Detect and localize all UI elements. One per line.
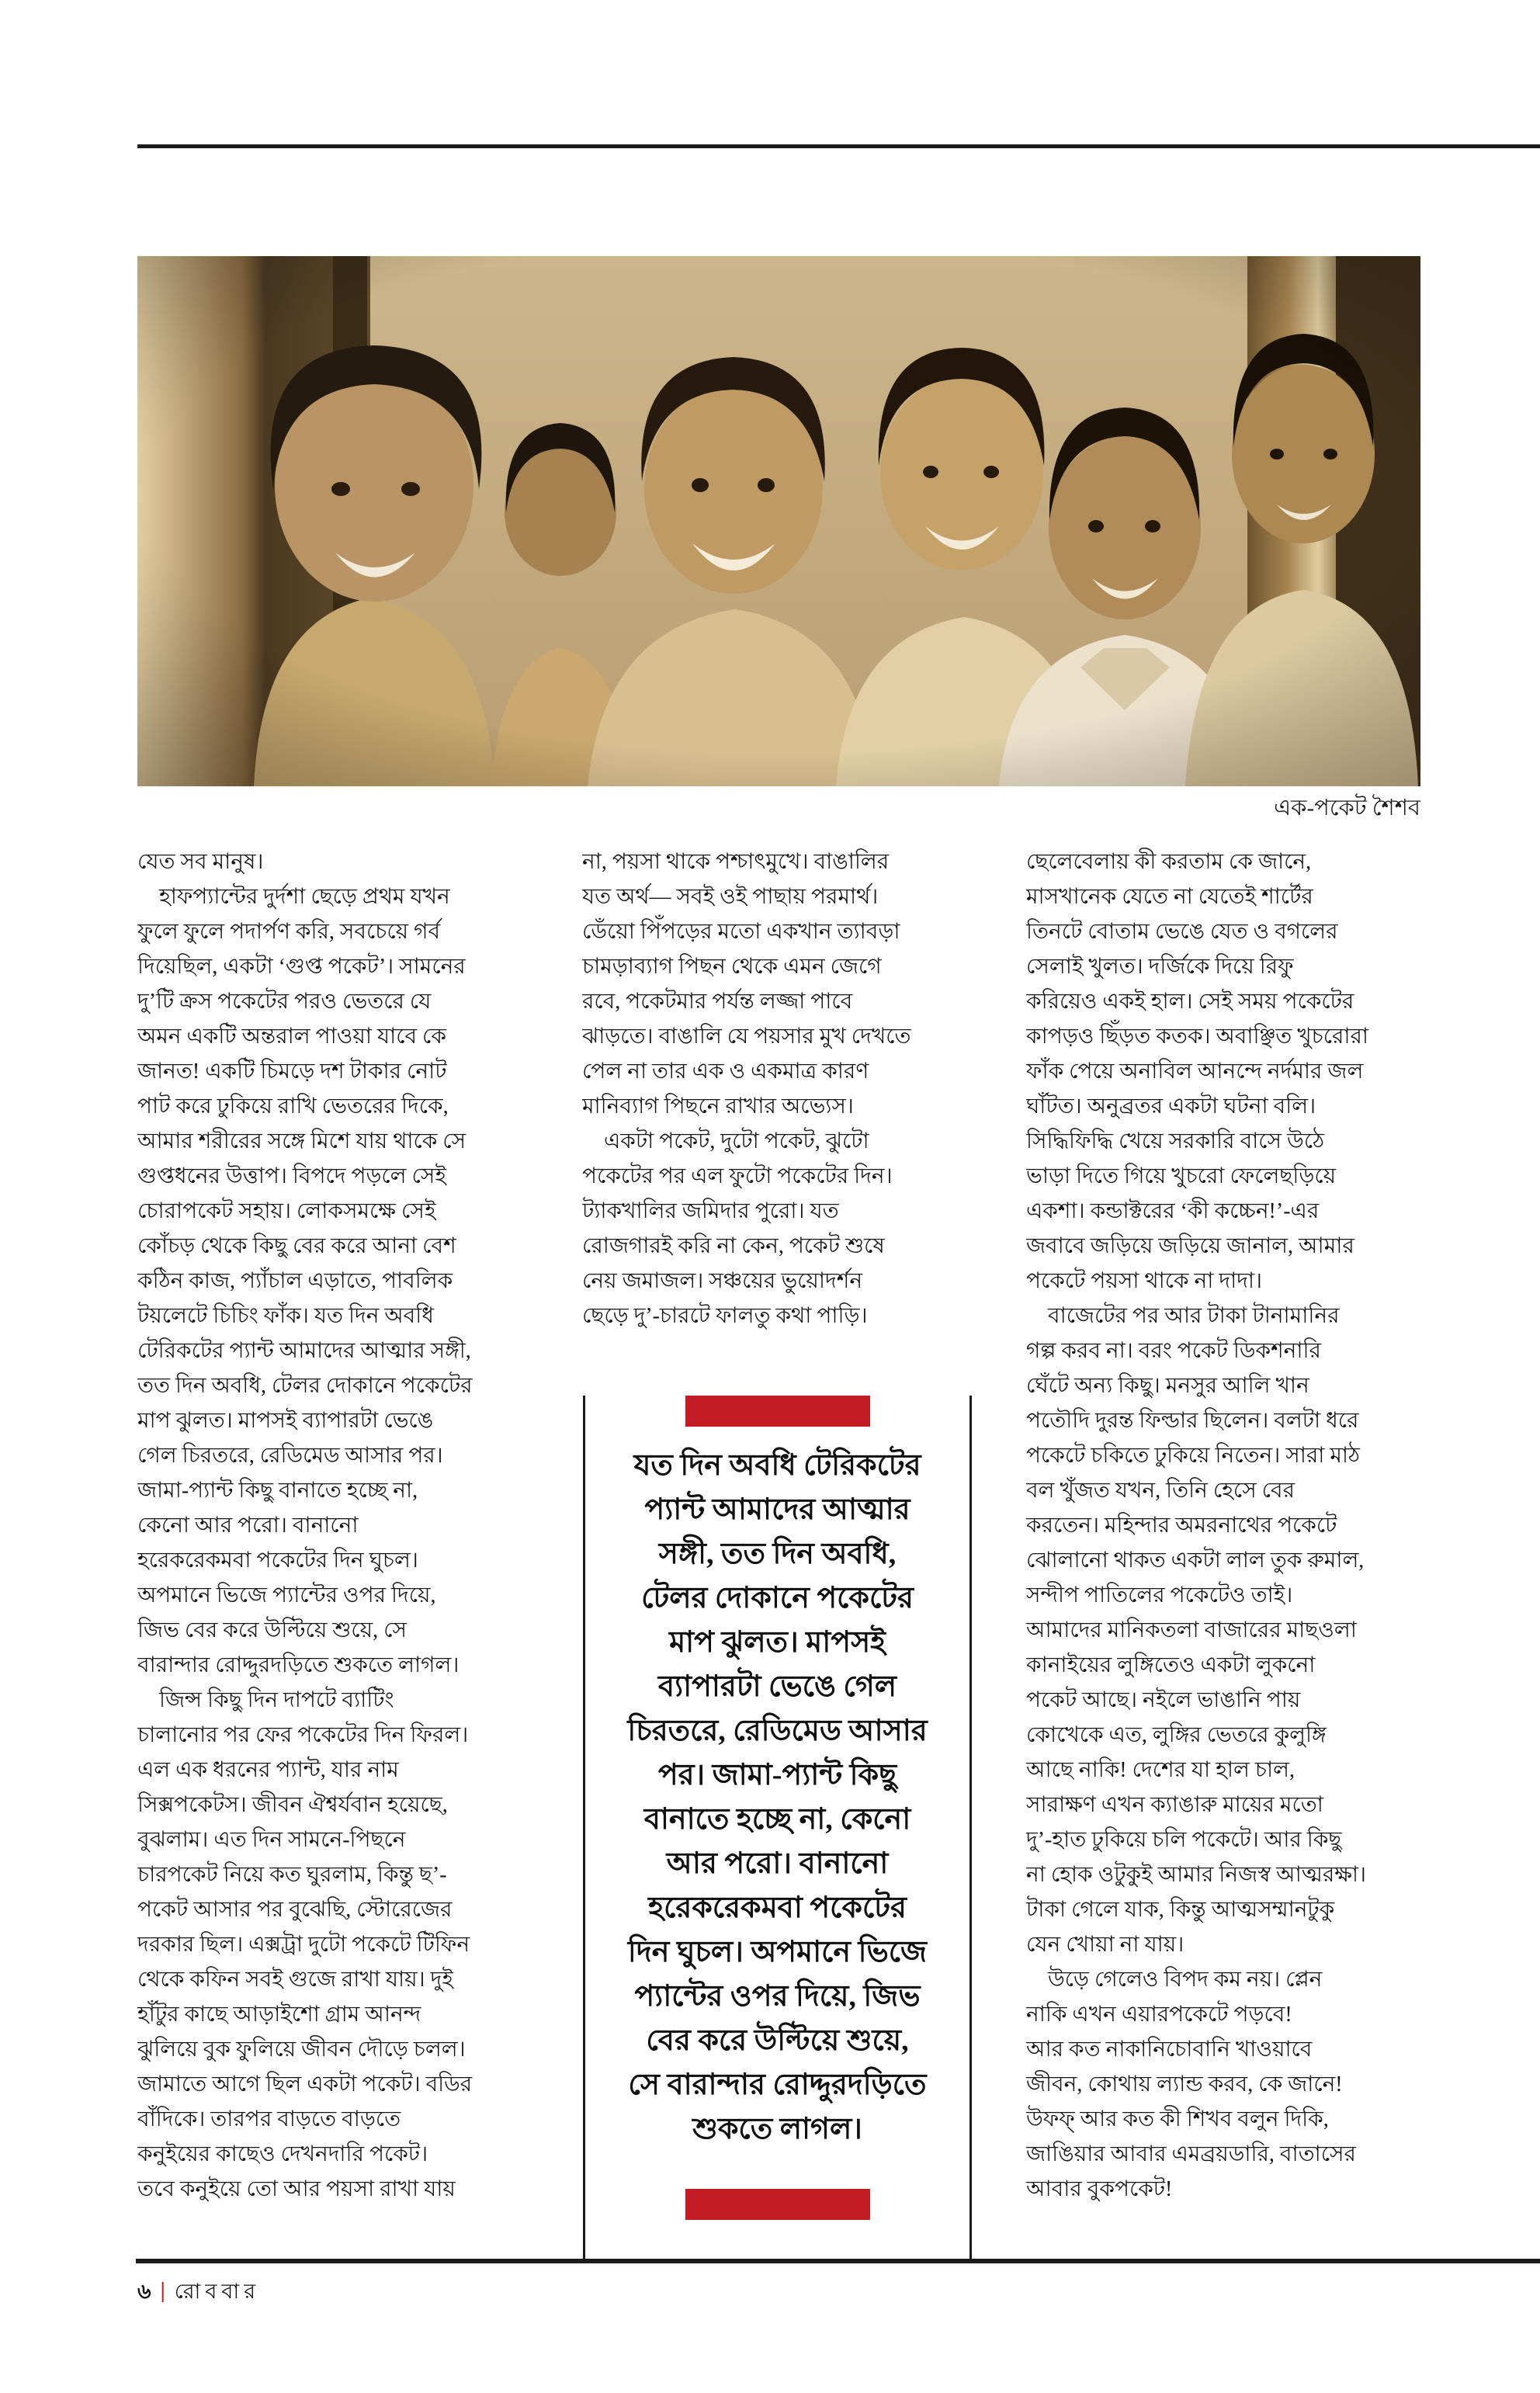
text-line: আর পরো। বানানো xyxy=(666,1847,889,1880)
text-line: মাপ ঝুলত। মাপসই xyxy=(669,1626,886,1659)
text-line: জামাতে আগে ছিল একটা পকেট। বডির xyxy=(137,2072,473,2096)
top-rule xyxy=(137,144,1540,148)
page-footer xyxy=(137,2276,260,2307)
text-line: টেলর দোকানে পকেটের xyxy=(641,1582,914,1614)
text-line: চিরতরে, রেডিমেড আসার xyxy=(627,1715,928,1747)
text-line: পকেট আসার পর বুঝেছি, স্টোরেজের xyxy=(137,1898,453,1922)
text-line: কেনো আর পরো। বানানো xyxy=(137,1514,359,1538)
pull-quote-text xyxy=(585,1444,969,2152)
text-line: সে বারান্দার রোদ্দুরদড়িতে xyxy=(628,2069,927,2101)
text-line: একটা পকেট, দুটো পকেট, ঝুটো xyxy=(582,1129,869,1153)
text-line: চামড়াব্যাগ পিছন থেকে এমন জেগে xyxy=(582,955,882,979)
page-number: ৬ xyxy=(137,2280,151,2303)
text-line: করিয়েও একই হাল। সেই সময় পকেটের xyxy=(1026,990,1354,1014)
text-line: পেল না তার এক ও একমাত্র কারণ xyxy=(582,1060,869,1084)
text-line: গল্প করব না। বরং পকেট ডিকশনারি xyxy=(1026,1339,1321,1363)
text-line: হাঁটুর কাছে আড়াইশো গ্রাম আনন্দ xyxy=(137,2003,421,2027)
text-line: আছে নাকি! দেশের যা হাল চাল, xyxy=(1026,1758,1295,1782)
text-line: রোজগারই করি না কেন, পকেট শুষে xyxy=(582,1234,885,1258)
text-line: অমন একটি অন্তরাল পাওয়া যাবে কে xyxy=(137,1025,446,1049)
text-line: মাসখানেক যেতে না যেতেই শার্টের xyxy=(1026,885,1313,909)
text-line: দিয়েছিল, একটা ‘গুপ্ত পকেট’। সামনের xyxy=(137,955,466,979)
text-line: প্যান্ট আমাদের আত্মার xyxy=(644,1493,910,1526)
text-line: আবার বুকপকেট! xyxy=(1026,2177,1173,2201)
text-line: বাঁদিকে। তারপর বাড়তে বাড়তে xyxy=(137,2107,401,2131)
text-line: মানিব্যাগ পিছনে রাখার অভ্যেস। xyxy=(582,1094,854,1118)
pull-quote-top-bar xyxy=(685,1396,870,1427)
text-line: একশা। কন্ডাক্টরের ‘কী কচ্চেন!’-এর xyxy=(1026,1199,1320,1223)
text-line: বুঝলাম। এত দিন সামনে-পিছনে xyxy=(137,1828,406,1852)
text-line: জানত! একটি চিমড়ে দশ টাকার নোট xyxy=(137,1060,447,1084)
text-line: ট্যাকখালির জমিদার পুরো। যত xyxy=(582,1199,839,1223)
text-line: কোখেকে এত, লুঙ্গির ভেতরে কুলুঙ্গি xyxy=(1026,1723,1327,1747)
text-line: টেরিকটের প্যান্ট আমাদের আত্মার সঙ্গী, xyxy=(137,1339,471,1363)
text-line: কোঁচড় থেকে কিছু বের করে আনা বেশ xyxy=(137,1234,456,1258)
text-line: কাপড়ও ছিঁড়ত কতক। অবাঞ্ছিত খুচরোরা xyxy=(1026,1025,1369,1049)
text-line: টাকা গেলে যাক, কিন্তু আত্মসম্মানটুকু xyxy=(1026,1898,1335,1922)
text-line: সিক্সপকেটস। জীবন ঐশ্বর্যবান হয়েছে, xyxy=(137,1793,448,1817)
text-line: সঙ্গী, তত দিন অবধি, xyxy=(658,1538,897,1570)
text-line: সন্দীপ পাতিলের পকেটেও তাই। xyxy=(1026,1583,1293,1607)
pull-quote-box xyxy=(583,1396,972,2259)
text-line: জিন্স কিছু দিন দাপটে ব্যাটিং xyxy=(137,1688,394,1712)
text-line: পকেটের পর এল ফুটো পকেটের দিন। xyxy=(582,1164,893,1188)
text-line: পকেটে চকিতে ঢুকিয়ে নিতেন। সারা মাঠ xyxy=(1026,1444,1360,1468)
text-line: ঝাড়তে। বাঙালি যে পয়সার মুখ দেখতে xyxy=(582,1025,911,1049)
text-line: বানাতে হচ্ছে না, কেনো xyxy=(643,1803,911,1836)
article-column-2 xyxy=(582,844,962,1341)
text-line: হরেকরেকমবা পকেটের xyxy=(648,1892,907,1924)
text-line: সেলাই খুলত। দর্জিকে দিয়ে রিফু xyxy=(1026,955,1294,979)
text-line: বাজেটের পর আর টাকা টানামানির xyxy=(1026,1304,1340,1328)
text-line: তিনটে বোতাম ভেঙে যেত ও বগলের xyxy=(1026,920,1338,944)
text-line: যত দিন অবধি টেরিকটের xyxy=(633,1449,921,1482)
text-line: ভাড়া দিতে গিয়ে খুচরো ফেলেছড়িয়ে xyxy=(1026,1164,1337,1188)
text-line: চারপকেট নিয়ে কত ঘুরলাম, কিন্তু ছ’- xyxy=(137,1863,447,1887)
text-line: জামা-প্যান্ট কিছু বানাতে হচ্ছে না, xyxy=(137,1479,418,1503)
text-line: দু’-হাত ঢুকিয়ে চলি পকেটে। আর কিছু xyxy=(1026,1828,1342,1852)
text-line: না হোক ওটুকুই আমার নিজস্ব আত্মরক্ষা। xyxy=(1026,1863,1367,1887)
text-line: পর। জামা-প্যান্ট কিছু xyxy=(657,1759,897,1791)
text-line: চোরাপকেট সহায়। লোকসমক্ষে সেই xyxy=(137,1199,436,1223)
text-line: গুপ্তধনের উত্তাপ। বিপদে পড়লে সেই xyxy=(137,1164,446,1188)
text-line: থেকে কফিন সবই গুজে রাখা যায়। দুই xyxy=(137,1968,453,1992)
text-line: রবে, পকেটমার পর্যন্ত লজ্জা পাবে xyxy=(582,990,853,1014)
text-line: মাপ ঝুলত। মাপসই ব্যাপারটা ভেঙে xyxy=(137,1409,434,1433)
text-line: বারান্দার রোদ্দুরদড়িতে শুকতে লাগল। xyxy=(137,1653,460,1677)
text-line: আমার শরীরের সঙ্গে মিশে যায় থাকে সে xyxy=(137,1129,467,1153)
text-line: উফফ্ আর কত কী শিখব বলুন দিকি, xyxy=(1026,2107,1329,2131)
footer-separator: | xyxy=(160,2279,165,2303)
text-line: ঝুলিয়ে বুক ফুলিয়ে জীবন দৌড়ে চলল। xyxy=(137,2038,466,2062)
text-line: প্যান্টের ওপর দিয়ে, জিভ xyxy=(634,1980,921,2013)
text-line: বের করে উল্টিয়ে শুয়ে, xyxy=(646,2024,909,2057)
text-line: অপমানে ভিজে প্যান্টের ওপর দিয়ে, xyxy=(137,1583,436,1607)
text-line: যত অর্থ— সবই ওই পাছায় পরমার্থ। xyxy=(582,885,879,909)
text-line: ঘাঁটত। অনুব্রতর একটা ঘটনা বলি। xyxy=(1026,1094,1316,1118)
text-line: নেয় জমাজল। সঞ্চয়ের ভুয়োদর্শন xyxy=(582,1269,863,1293)
children-photo-illustration xyxy=(137,256,1420,786)
text-line: আমাদের মানিকতলা বাজারের মাছওলা xyxy=(1026,1618,1357,1642)
text-line: যেত সব মানুষ। xyxy=(137,850,264,874)
children-photo xyxy=(137,256,1420,786)
text-line: ছেলেবেলায় কী করতাম কে জানে, xyxy=(1026,850,1312,874)
text-line: ডেঁয়ো পিঁপড়ের মতো একখান ত্যাবড়া xyxy=(582,920,900,944)
text-line: তবে কনুইয়ে তো আর পয়সা রাখা যায় xyxy=(137,2177,456,2201)
text-line: করতেন। মহিন্দার অমরনাথের পকেটে xyxy=(1026,1514,1337,1538)
article-column-1 xyxy=(137,844,519,2234)
text-line: ঘেঁটে অন্য কিছু। মনসুর আলি খান xyxy=(1026,1374,1309,1398)
photo-caption: এক-পকেট শৈশব xyxy=(1274,796,1420,820)
text-line: ঝোলানো থাকত একটা লাল তুক রুমাল, xyxy=(1026,1549,1365,1573)
text-line: উড়ে গেলেও বিপদ কম নয়। প্লেন xyxy=(1026,1968,1323,1992)
text-line: পাট করে ঢুকিয়ে রাখি ভেতরের দিকে, xyxy=(137,1094,449,1118)
text-line: ব্যাপারটা ভেঙে গেল xyxy=(657,1670,897,1703)
text-line: বল খুঁজত যখন, তিনি হেসে বের xyxy=(1026,1479,1295,1503)
text-line: হরেকরেকমবা পকেটের দিন ঘুচল। xyxy=(137,1549,418,1573)
text-line: কঠিন কাজ, প্যাঁচাল এড়াতে, পাবলিক xyxy=(137,1269,453,1293)
text-line: এল এক ধরনের প্যান্ট, যার নাম xyxy=(137,1758,399,1782)
pull-quote-bottom-bar xyxy=(685,2189,870,2220)
text-line: পতৌদি দুরন্ত ফিল্ডার ছিলেন। বলটা ধরে xyxy=(1026,1409,1359,1433)
text-line: হাফপ্যান্টের দুর্দশা ছেড়ে প্রথম যখন xyxy=(137,885,450,909)
text-line: চালানোর পর ফের পকেটের দিন ফিরল। xyxy=(137,1723,469,1747)
text-line: না, পয়সা থাকে পশ্চাৎমুখে। বাঙালির xyxy=(582,850,890,874)
text-line: জিভ বের করে উল্টিয়ে শুয়ে, সে xyxy=(137,1618,408,1642)
text-line: জীবন, কোথায় ল্যান্ড করব, কে জানে! xyxy=(1026,2072,1343,2096)
text-line: সারাক্ষণ এখন ক্যাঙারু মায়ের মতো xyxy=(1026,1793,1323,1817)
text-line: দিন ঘুচল। অপমানে ভিজে xyxy=(627,1936,928,1968)
article-column-3 xyxy=(1026,844,1408,2234)
text-line: দু’টি ক্রস পকেটের পরও ভেতরে যে xyxy=(137,990,432,1014)
text-line: আর কত নাকানিচোবানি খাওয়াবে xyxy=(1026,2038,1313,2062)
text-line: তত দিন অবধি, টেলর দোকানে পকেটের xyxy=(137,1374,473,1398)
text-line: যেন খোয়া না যায়। xyxy=(1026,1933,1184,1957)
text-line: ফাঁক পেয়ে অনাবিল আনন্দে নর্দমার জল xyxy=(1026,1060,1364,1084)
text-line: টয়লেটে চিচিং ফাঁক। যত দিন অবধি xyxy=(137,1304,434,1328)
text-line: নাকি এখন এয়ারপকেটে পড়বে! xyxy=(1026,2003,1292,2027)
text-line: পকেট আছে। নইলে ভাঙানি পায় xyxy=(1026,1688,1301,1712)
text-line: জাঙিয়ার আবার এমব্রয়ডারি, বাতাসের xyxy=(1026,2142,1356,2166)
text-line: গেল চিরতরে, রেডিমেড আসার পর। xyxy=(137,1444,443,1468)
text-line: পকেটে পয়সা থাকে না দাদা। xyxy=(1026,1269,1263,1293)
text-line: দরকার ছিল। এক্সট্রা দুটো পকেটে টিফিন xyxy=(137,1933,470,1957)
text-line: সিদ্ধিফিদ্ধি খেয়ে সরকারি বাসে উঠে xyxy=(1026,1129,1325,1153)
magazine-title: রোববার xyxy=(174,2280,261,2303)
text-line: কানাইয়ের লুঙ্গিতেও একটা লুকনো xyxy=(1026,1653,1316,1677)
text-line: কনুইয়ের কাছেও দেখনদারি পকেট। xyxy=(137,2142,428,2166)
text-line: শুকতে লাগল। xyxy=(692,2113,862,2145)
text-line: ফুলে ফুলে পদার্পণ করি, সবচেয়ে গর্ব xyxy=(137,920,441,944)
bottom-rule xyxy=(136,2259,1540,2263)
text-line: জবাবে জড়িয়ে জড়িয়ে জানাল, আমার xyxy=(1026,1234,1354,1258)
text-line: ছেড়ে দু’-চারটে ফালতু কথা পাড়ি। xyxy=(582,1304,868,1328)
